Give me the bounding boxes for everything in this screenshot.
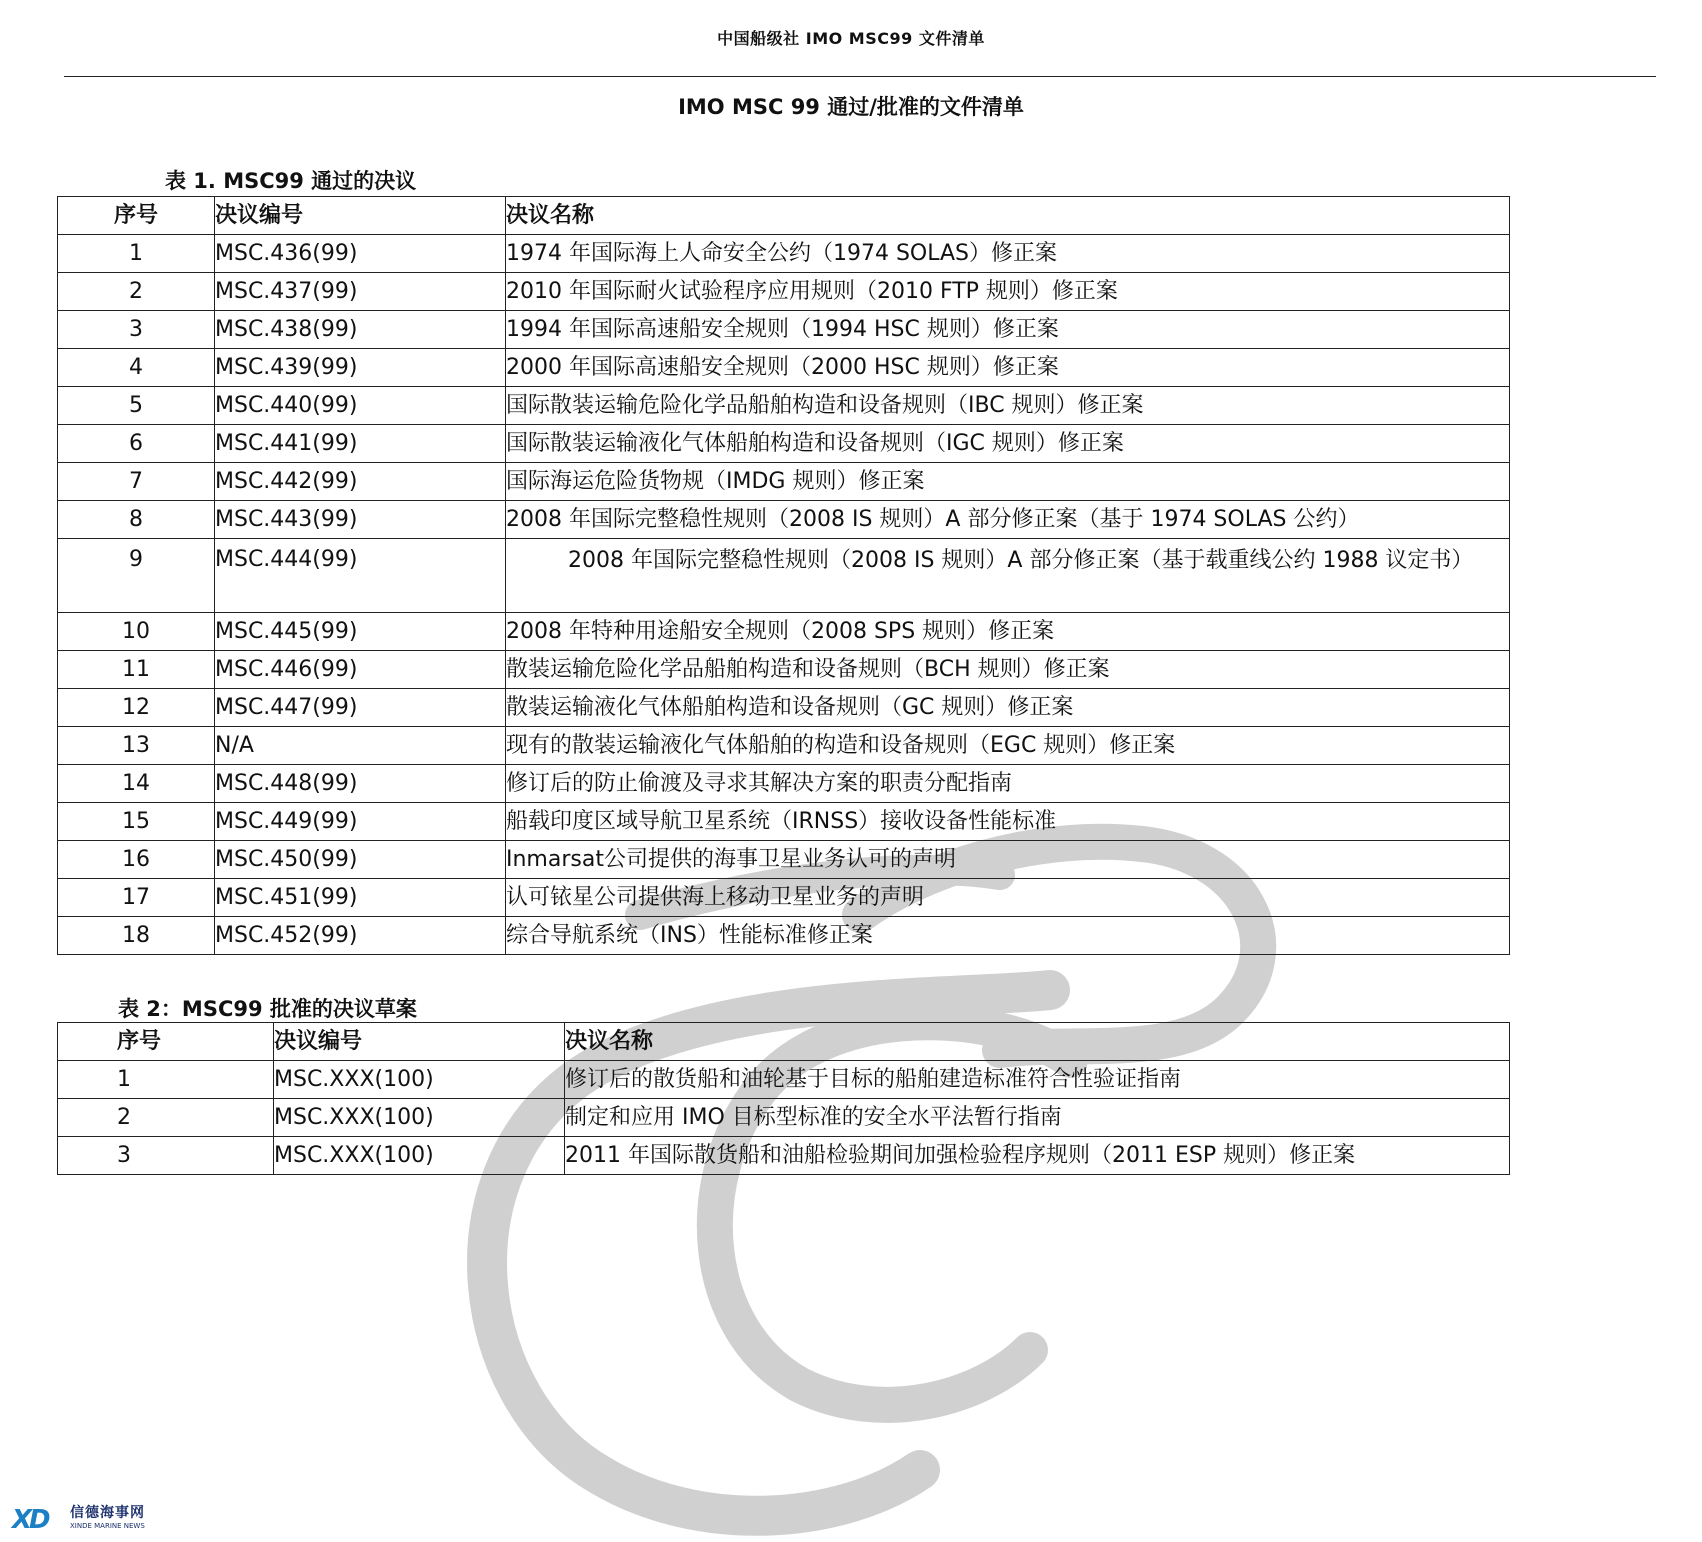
row-name: 2000 年国际高速船安全规则（2000 HSC 规则）修正案 bbox=[506, 349, 1510, 387]
row-code: MSC.447(99) bbox=[215, 689, 506, 727]
row-no: 7 bbox=[58, 463, 215, 501]
site-logo bbox=[12, 1505, 172, 1537]
row-no: 2 bbox=[58, 1099, 274, 1137]
row-code: MSC.440(99) bbox=[215, 387, 506, 425]
row-code: MSC.XXX(100) bbox=[274, 1099, 565, 1137]
row-code: MSC.451(99) bbox=[215, 879, 506, 917]
row-name: 散装运输液化气体船舶构造和设备规则（GC 规则）修正案 bbox=[506, 689, 1510, 727]
table-row bbox=[58, 1061, 1510, 1099]
table-row bbox=[58, 613, 1510, 651]
table-row bbox=[58, 463, 1510, 501]
row-code: MSC.450(99) bbox=[215, 841, 506, 879]
row-no: 5 bbox=[58, 387, 215, 425]
document-title: IMO MSC 99 通过/批准的文件清单 bbox=[678, 95, 1024, 119]
logo-name-cn: 信德海事网 bbox=[70, 1505, 145, 1521]
row-no: 15 bbox=[58, 803, 215, 841]
table-row bbox=[58, 349, 1510, 387]
row-name: Inmarsat公司提供的海事卫星业务认可的声明 bbox=[506, 841, 1510, 879]
row-no: 16 bbox=[58, 841, 215, 879]
row-name: 2008 年特种用途船安全规则（2008 SPS 规则）修正案 bbox=[506, 613, 1510, 651]
row-name: 认可铱星公司提供海上移动卫星业务的声明 bbox=[506, 879, 1510, 917]
row-no: 17 bbox=[58, 879, 215, 917]
table-row bbox=[58, 501, 1510, 539]
table-row bbox=[58, 273, 1510, 311]
row-code: MSC.437(99) bbox=[215, 273, 506, 311]
row-no: 11 bbox=[58, 651, 215, 689]
row-no: 4 bbox=[58, 349, 215, 387]
table-row bbox=[58, 1137, 1510, 1175]
row-no: 9 bbox=[58, 539, 215, 613]
row-code: MSC.443(99) bbox=[215, 501, 506, 539]
column-header-name: 决议名称 bbox=[506, 197, 1510, 235]
column-header-code: 决议编号 bbox=[274, 1023, 565, 1061]
row-no: 1 bbox=[58, 235, 215, 273]
table-row bbox=[58, 387, 1510, 425]
row-code: MSC.446(99) bbox=[215, 651, 506, 689]
row-name: 1974 年国际海上人命安全公约（1974 SOLAS）修正案 bbox=[506, 235, 1510, 273]
row-name: 现有的散装运输液化气体船舶的构造和设备规则（EGC 规则）修正案 bbox=[506, 727, 1510, 765]
table-row bbox=[58, 539, 1510, 613]
table-row bbox=[58, 765, 1510, 803]
table-row bbox=[58, 651, 1510, 689]
row-code: MSC.442(99) bbox=[215, 463, 506, 501]
table-row bbox=[58, 235, 1510, 273]
table-row bbox=[58, 803, 1510, 841]
table-row bbox=[58, 1099, 1510, 1137]
row-name: 国际散装运输危险化学品船舶构造和设备规则（IBC 规则）修正案 bbox=[506, 387, 1510, 425]
table-header-row bbox=[58, 197, 1510, 235]
table-row bbox=[58, 841, 1510, 879]
column-header-no: 序号 bbox=[58, 1023, 274, 1061]
row-code: MSC.438(99) bbox=[215, 311, 506, 349]
row-code: MSC.448(99) bbox=[215, 765, 506, 803]
row-code: MSC.XXX(100) bbox=[274, 1137, 565, 1175]
table-2-caption: 表 2：MSC99 批准的决议草案 bbox=[118, 997, 417, 1021]
row-code: MSC.449(99) bbox=[215, 803, 506, 841]
row-name: 船载印度区域导航卫星系统（IRNSS）接收设备性能标准 bbox=[506, 803, 1510, 841]
row-no: 2 bbox=[58, 273, 215, 311]
row-name: 国际散装运输液化气体船舶构造和设备规则（IGC 规则）修正案 bbox=[506, 425, 1510, 463]
table-row bbox=[58, 727, 1510, 765]
row-code: MSC.441(99) bbox=[215, 425, 506, 463]
adopted-resolutions-table bbox=[57, 196, 1510, 955]
row-no: 8 bbox=[58, 501, 215, 539]
running-header: 中国船级社 IMO MSC99 文件清单 bbox=[717, 29, 985, 48]
table-row bbox=[58, 311, 1510, 349]
row-name: 2011 年国际散货船和油船检验期间加强检验程序规则（2011 ESP 规则）修正案 bbox=[565, 1137, 1510, 1175]
row-no: 3 bbox=[58, 311, 215, 349]
row-no: 10 bbox=[58, 613, 215, 651]
column-header-code: 决议编号 bbox=[215, 197, 506, 235]
column-header-name: 决议名称 bbox=[565, 1023, 1510, 1061]
table-header-row bbox=[58, 1023, 1510, 1061]
row-code: MSC.445(99) bbox=[215, 613, 506, 651]
row-no: 12 bbox=[58, 689, 215, 727]
logo-mark: XD bbox=[12, 1505, 48, 1535]
row-no: 6 bbox=[58, 425, 215, 463]
approved-draft-resolutions-table bbox=[57, 1022, 1510, 1175]
header-divider bbox=[64, 76, 1656, 77]
row-name: 2008 年国际完整稳性规则（2008 IS 规则）A 部分修正案（基于 1974 SOLAS 公约） bbox=[506, 501, 1510, 539]
row-no: 1 bbox=[58, 1061, 274, 1099]
row-name: 修订后的防止偷渡及寻求其解决方案的职责分配指南 bbox=[506, 765, 1510, 803]
row-name: 综合导航系统（INS）性能标准修正案 bbox=[506, 917, 1510, 955]
row-name: 2008 年国际完整稳性规则（2008 IS 规则）A 部分修正案（基于载重线公约 1988 议定书） bbox=[506, 539, 1510, 613]
row-code: MSC.444(99) bbox=[215, 539, 506, 613]
row-name: 1994 年国际高速船安全规则（1994 HSC 规则）修正案 bbox=[506, 311, 1510, 349]
row-name: 2010 年国际耐火试验程序应用规则（2010 FTP 规则）修正案 bbox=[506, 273, 1510, 311]
table-row bbox=[58, 425, 1510, 463]
row-code: MSC.439(99) bbox=[215, 349, 506, 387]
row-no: 13 bbox=[58, 727, 215, 765]
row-name: 散装运输危险化学品船舶构造和设备规则（BCH 规则）修正案 bbox=[506, 651, 1510, 689]
row-name: 修订后的散货船和油轮基于目标的船舶建造标准符合性验证指南 bbox=[565, 1061, 1510, 1099]
table-row bbox=[58, 689, 1510, 727]
row-code: MSC.436(99) bbox=[215, 235, 506, 273]
row-no: 14 bbox=[58, 765, 215, 803]
table-row bbox=[58, 917, 1510, 955]
row-no: 18 bbox=[58, 917, 215, 955]
logo-name-en: XINDE MARINE NEWS bbox=[70, 1522, 145, 1530]
table-1-caption: 表 1. MSC99 通过的决议 bbox=[165, 169, 417, 193]
row-code: N/A bbox=[215, 727, 506, 765]
row-name: 制定和应用 IMO 目标型标准的安全水平法暂行指南 bbox=[565, 1099, 1510, 1137]
column-header-no: 序号 bbox=[58, 197, 215, 235]
table-row bbox=[58, 879, 1510, 917]
row-code: MSC.452(99) bbox=[215, 917, 506, 955]
row-name: 国际海运危险货物规（IMDG 规则）修正案 bbox=[506, 463, 1510, 501]
row-no: 3 bbox=[58, 1137, 274, 1175]
row-code: MSC.XXX(100) bbox=[274, 1061, 565, 1099]
